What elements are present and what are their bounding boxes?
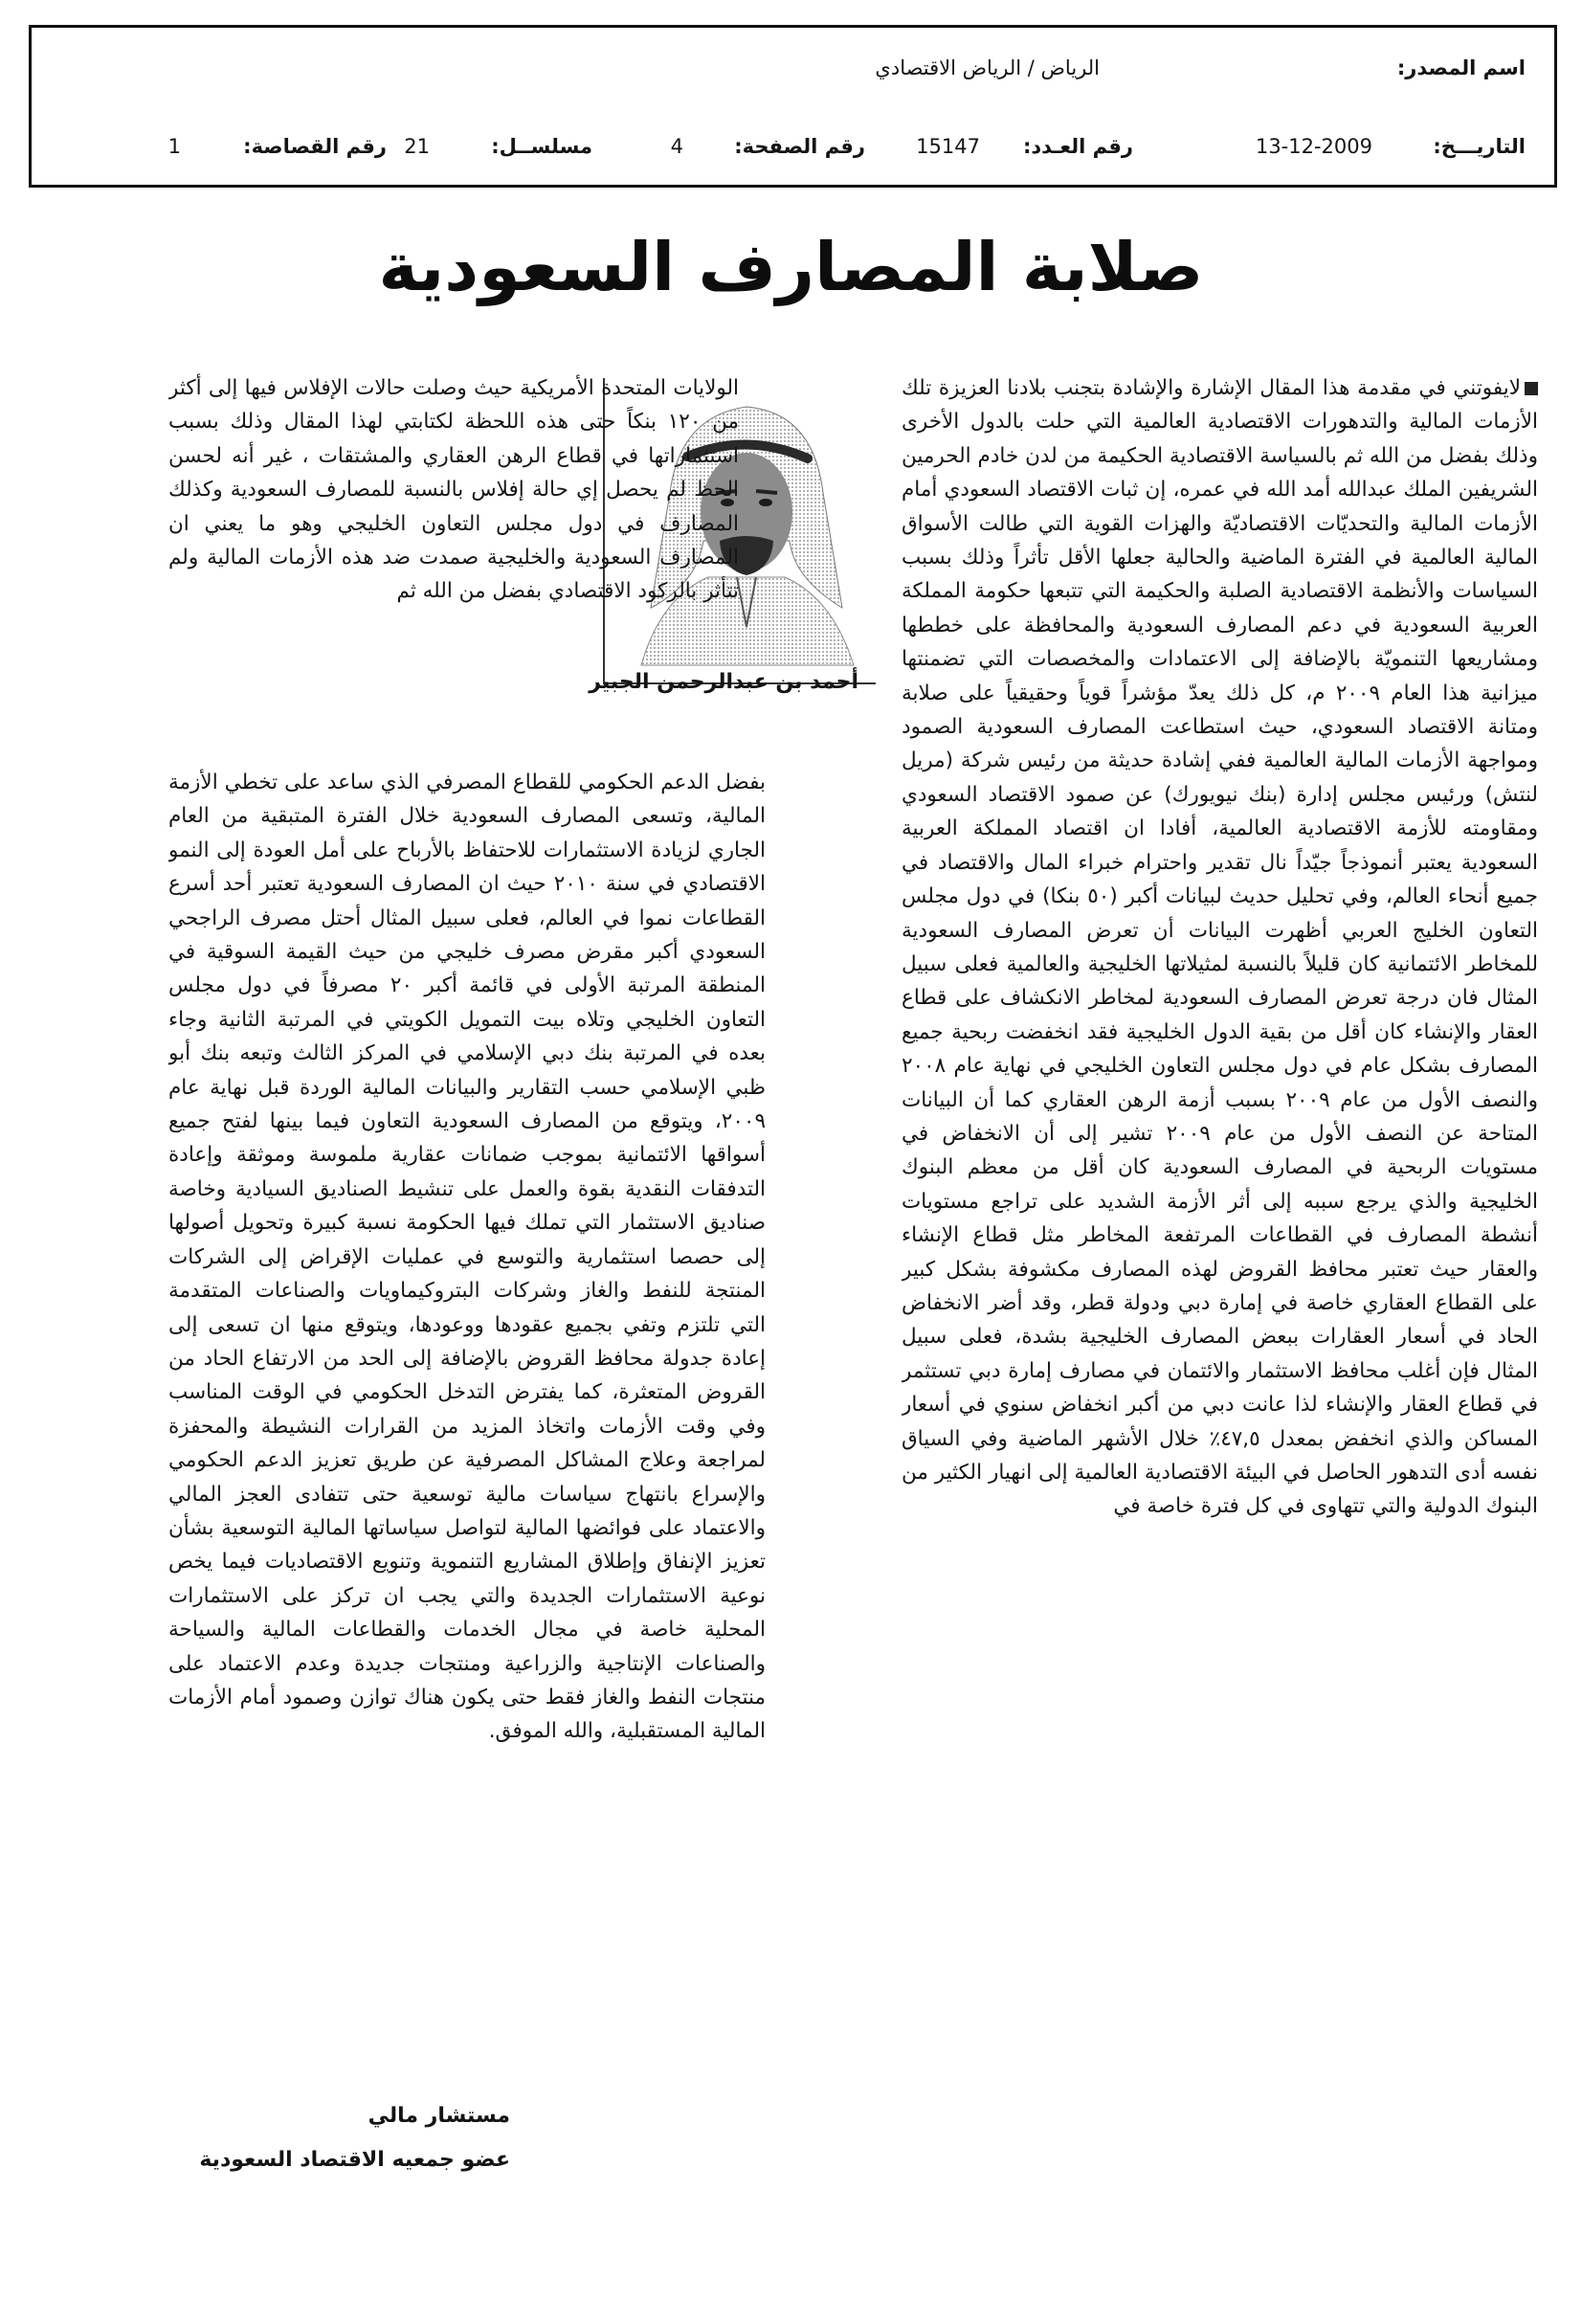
article-column-left bbox=[168, 766, 766, 2087]
details-row bbox=[32, 135, 1554, 173]
article-title: صلابة المصارف السعودية bbox=[378, 228, 1204, 306]
issue-value: 15147 bbox=[916, 135, 980, 158]
article-text-right: لايفوتني في مقدمة هذا المقال الإشارة والإشادة بتجنب بلادنا العزيزة تلك الأزمات المالية والتدهورات الاقتصادية العالمية التي حلت بالدول الأخرى وذلك بفضل من الله ثم بالسياسة الاقتصادية الحكيمة من لدن خادم الحرمين الشريفين الملك عبدالله أمد الله في عمره، إن ثبات الاقتصاد السعودي أمام الأزمات المالية والتحديّات الاقتصاديّة والهزات القوية التي طالت الأسواق المالية العالمية في الفترة الماضية والحالية جعلها الأقل تأثراً وذلك بسبب السياسات والأنظمة الاقتصادية الصلبة والحكيمة التي تتبعها حكومة المملكة العربية السعودية في دعم المصارف السعودية والمحافظة على خططها ومشاريعها التنمويّة بالإضافة إلى الاعتمادات والمخصصات التي تضمنتها ميزانية هذا العام ٢٠٠٩ م، كل ذلك يعدّ مؤشراً قوياً وحقيقياً على صلابة ومتانة الاقتصاد السعودي، حيث استطاعت المصارف السعودية الصمود ومواجهة الأزمات المالية العالمية ففي إشادة حديثة من رئيس شركة (مريل لنتش) ورئيس مجلس إدارة (بنك نيويورك) عن صمود الاقتصاد السعودي ومقاومته للأزمة الاقتصادية العالمية، أفادا ان اقتصاد المملكة العربية السعودية يعتبر أنموذجاً جيّداً نال تقدير واحترام خبراء المال والاقتصاد في جميع أنحاء العالم، وفي تحليل حديث لبيانات أكبر (٥٠ بنكا) في دول مجلس التعاون الخليج العربي أظهرت البيانات أن تعرض المصارف السعودية للمخاطر الائتمانية كان قليلاً بالنسبة لمثيلاتها الخليجية والعالمية فعلى سبيل المثال فان درجة تعرض المصارف السعودية لمخاطر الانكشاف على قطاع العقار والإنشاء كان أقل من بقية الدول الخليجية فقد انخفضت ربحية جميع المصارف بشكل عام في دول مجلس التعاون الخليجي في نهاية عام ٢٠٠٨ والنصف الأول من عام ٢٠٠٩ بسبب أزمة الرهن العقاري كما أن البيانات المتاحة عن النصف الأول من عام ٢٠٠٩ تشير إلى أن الانخفاض في مستويات الربحية في المصارف السعودية كان أقل من معظم البنوك الخليجية والذي يرجع سببه إلى أثر الأزمة الشديد على تراجع مستويات أنشطة المصارف في القطاعات المرتفعة المخاطر مثل قطاع الإنشاء والعقار حيث تعتبر محافظ القروض لهذه المصارف مكشوفة بشكل كبير على القطاع العقاري خاصة في إمارة دبي ودولة قطر، وقد أضر الانخفاض الحاد في أسعار العقارات ببعض المصارف الخليجية بشدة، فعلى سبيل المثال فإن أغلب محافظ الاستثمار والائتمان في مصارف إمارة دبي تستثمر في قطاع العقار والإنشاء لذا عانت دبي من أكبر انخفاض سنوي في أسعار المساكن والذي انخفض بمعدل ٤٧,٥٪ خلال الأشهر الماضية وفي السياق نفسه أدى التدهور الحاصل في البيئة الاقتصادية العالمية إلى انهيار الكثير من البنوك الدولية والتي تتهاوى في كل فترة خاصة في bbox=[902, 376, 1538, 1519]
clipping-info-box bbox=[29, 25, 1557, 188]
date-label: التاريـــخ: bbox=[1433, 135, 1526, 158]
author-name: أحمد بن عبدالرحمن الجبير bbox=[589, 670, 858, 694]
article-text-left-top: الولايات المتحدة الأمريكية حيث وصلت حالات الإفلاس فيها إلى أكثر من ١٢٠ بنكاً حتى هذه اللحظة لكتابتي لهذا المقال وذلك بسبب استثماراتها في قطاع الرهن العقاري والمشتقات ، غير أنه لحسن الحظ لم يحصل إي حالة إفلاس بالنسبة للمصارف السعودية وكذلك المصارف في دول مجلس التعاون الخليجي وهو ما يعني ان المصارف السعودية والخليجية صمدت ضد هذه الأزمات المالية ولم تتأثر بالركود الاقتصادي بفضل من الله ثم bbox=[168, 376, 739, 604]
issue-label: رقم العـدد: bbox=[1022, 135, 1133, 158]
article-text-left: بفضل الدعم الحكومي للقطاع المصرفي الذي ساعد على تخطي الأزمة المالية، وتسعى المصارف السعودية خلال الفترة المتبقية من العام الجاري لزيادة الاستثمارات للاحتفاظ بالأرباح على أمل العودة إلى النمو الاقتصادي في سنة ٢٠١٠ حيث ان المصارف السعودية تعتبر أحد أسرع القطاعات نموا في العالم، فعلى سبيل المثال أحتل مصرف الراجحي السعودي أكبر مقرض مصرف خليجي من حيث القيمة السوقية في المنطقة المرتبة الأولى في قائمة أكبر ٢٠ مصرفاً في دول مجلس التعاون الخليجي وتلاه بيت التمويل الكويتي في المرتبة الثانية وجاء بعده في المرتبة بنك دبي الإسلامي في المركز الثالث وتبعه بنك أبو ظبي الإسلامي حسب التقارير والبيانات المالية الوردة قبل نهاية عام ٢٠٠٩، ويتوقع من المصارف السعودية التعاون فيما بينها لفتح جميع أسواقها الائتمانية بموجب ضمانات عقارية ملموسة وموثقة وإعادة التدفقات النقدية بقوة والعمل على تنشيط الصناديق السيادية وخاصة صناديق الاستثمار التي تملك فيها الحكومة نسبة كبيرة وتحويل أصولها إلى حصصا استثمارية والتوسع في عمليات الإقراض إلى الشركات المنتجة للنفط والغاز وشركات البتروكيماويات والصناعات المتقدمة التي تلتزم وتفي بجميع عقودها ووعودها، ويتوقع منها ان تسعى إلى إعادة جدولة محافظ القروض بالإضافة إلى الحد من الارتفاع الحاد من القروض المتعثرة، كما يفترض التدخل الحكومي في الوقت المناسب وفي وقت الأزمات واتخاذ المزيد من القرارات النشيطة والمحفزة لمراجعة وعلاج المشاكل المصرفية عن طريق تعزيز الدعم الحكومي والإسراع بانتهاج سياسات مالية توسعية حتى تتفادى العجز المالي والاعتماد على فوائضها المالية لتواصل سياساتها المالية التوسعية بشأن تعزيز الإنفاق وإطلاق المشاريع التنموية وتنويع الاقتصاديات فيما يخص نوعية الاستثمارات الجديدة والتي يجب ان تركز على الاستثمارات المحلية خاصة في مجال الخدمات والقطاعات المالية والسياحة والصناعات الإنتاجية والزراعية ومنتجات جديدة وعدم الاعتماد على منتجات النفط والغاز فقط حتى يكون هناك توازن وصمود أمام الأزمات المالية المستقبلية، والله الموفق. bbox=[168, 771, 766, 1744]
clip-number-value: 1 bbox=[167, 135, 181, 158]
source-value: الرياض / الرياض الاقتصادي bbox=[875, 56, 1100, 79]
clip-number-label: رقم القصاصة: bbox=[243, 135, 387, 158]
page-number-value: 4 bbox=[670, 135, 683, 158]
serial-label: مسلســل: bbox=[491, 135, 592, 158]
date-value: 13-12-2009 bbox=[1255, 135, 1372, 158]
page-number-label: رقم الصفحة: bbox=[734, 135, 865, 158]
article-column-left-top bbox=[168, 371, 739, 750]
source-row bbox=[32, 56, 1554, 95]
serial-value: 21 bbox=[404, 135, 430, 158]
paragraph-marker-icon bbox=[1525, 382, 1538, 395]
source-label: اسم المصدر: bbox=[1396, 56, 1526, 79]
article-column-right bbox=[902, 371, 1538, 2324]
author-title: مستشار مالي bbox=[368, 2104, 510, 2128]
author-affiliation: عضو جمعيه الاقتصاد السعودية bbox=[199, 2148, 510, 2172]
